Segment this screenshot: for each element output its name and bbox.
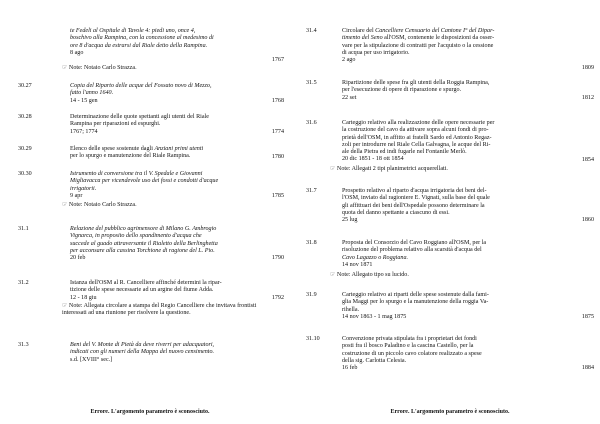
entry-line: ale della Pietra ed indi fugarle nel Fontanile Merlò. <box>342 149 467 156</box>
entry-line: la costruzione del cavo da attivare sopra alcuni fondi di pro- <box>342 127 489 134</box>
entry-number: 31.9 <box>306 292 317 298</box>
entry-line: Copia del Riparto delle acque del Fossato novo di Mezzo, <box>70 83 212 89</box>
entry-date: 22 set <box>342 94 357 101</box>
entry-line: irrigatorii. <box>70 185 97 192</box>
pointing-hand-icon: ☞ <box>330 166 336 172</box>
entry-year: 1792 <box>271 295 284 301</box>
entry-line: succede al guado attraversante il Rialetto della Berlinghetta <box>70 240 218 247</box>
entry-number: 31.4 <box>306 28 317 34</box>
entry-year: 1767 <box>271 57 284 63</box>
entry-line: Cavo Lagazzo o Roggiana. <box>342 254 409 261</box>
entry-line: Convenzione privata stipulata fra i proprietari dei fondi <box>342 336 477 342</box>
entry-line: l'OSM, inviato dal ragioniere E. Vignati, sulla base del quale <box>342 195 490 202</box>
entry-line: timento del Seno all'OSM, contenente le disposizioni da osser- <box>342 35 495 42</box>
entry-number: 31.2 <box>18 280 29 286</box>
entry-line: per l'esecuzione di opere di riparazione e spurgo. <box>342 87 462 94</box>
entry-year: 1809 <box>581 65 594 71</box>
entry-note: ☞ Note: Notaio Carlo Strazza. <box>62 65 137 71</box>
entry-year: 1860 <box>581 217 594 223</box>
entry-line: Beni del V. Monte di Pietà da deve riverri per adacquatori, <box>70 342 215 348</box>
right-page <box>300 0 600 424</box>
entry-number: 31.6 <box>306 120 317 126</box>
entry-line: quota del danno spettante a ciascuno di essi. <box>342 209 450 216</box>
entry-line: fatto l'anno 1640. <box>70 90 114 97</box>
entry-line: Istrumento di conversione tra il V. Spedale e Giovanni <box>70 171 203 177</box>
entry-line: Elenco delle spese sostenute dagli Anziani primi utenti <box>70 146 204 152</box>
entry-date: 1767; 1774 <box>70 128 98 135</box>
entry-line: della sig. Carlotta Celesia. <box>342 357 407 364</box>
entry-line: per lo spurgo e manutenzione del Riale Rampina. <box>70 153 191 160</box>
entry-number: 31.8 <box>306 240 317 246</box>
entry-date: 14 nov 1871 <box>342 261 373 268</box>
entry-line: Ripartizione delle spese fra gli utenti della Roggia Rampina, <box>342 80 490 86</box>
pointing-hand-icon: ☞ <box>62 202 68 208</box>
entry-year: 1780 <box>271 154 284 160</box>
entry-continuation <box>18 28 284 71</box>
entry-line: Istanza dell'OSM al R. Cancelliere affinché determini la ripar- <box>70 280 222 286</box>
entry-number: 30.29 <box>18 146 32 152</box>
entry-year: 1854 <box>581 157 594 163</box>
entry-year: 1785 <box>271 193 284 199</box>
entry-line: Prospetto relativo al riparto d'acqua irrigatoria dei beni del- <box>342 188 487 194</box>
entry-date: 20 dic 1851 - 18 ott 1854 <box>342 156 404 163</box>
entry-line: Determinazione delle quote spettanti agli utenti del Riale <box>70 114 209 120</box>
entry-line: indicati con gli numeri della Mappa del nuovo censimento. <box>70 349 215 356</box>
entry-line: rihella. <box>342 306 360 313</box>
entry-date: 8 ago <box>70 49 84 56</box>
entry-date: 12 - 18 giu <box>70 294 97 301</box>
entry-line: zoli per introdurre nel Riale Cella Galvagna, le acque del Ri- <box>342 141 491 148</box>
entry-date: 14 - 15 gen <box>70 97 98 104</box>
entry-line: Circolare del Cancelliere Censuario del Cantone I° del Dipar- <box>342 28 495 34</box>
entry-line: per acconsare alla cassina Torchione di ragione del L. Pio. <box>70 247 215 254</box>
entry-year: 1768 <box>271 98 284 104</box>
entry-year: 1812 <box>581 95 594 101</box>
entry-date: 14 nov 1863 - 1 mag 1875 <box>342 313 407 320</box>
entry-number: 30.27 <box>18 83 32 89</box>
entry-line: prietà dell'OSM, in affitto ai fratelli Sardo ed Antonio Regaz- <box>342 134 492 141</box>
entry-note: ☞ Note: Allegati 2 tipi planimetrici acquerellati. <box>330 166 448 172</box>
entry-year: 1884 <box>581 365 594 371</box>
entry-line: Carteggio relativo alla realizzazione delle opere necessarie per <box>342 120 495 126</box>
entry-note: ☞ Note: Notaio Carlo Strazza. <box>62 202 137 208</box>
entry-date: s.d. [XVIII° sec.] <box>70 356 113 363</box>
entry-number: 30.30 <box>18 171 32 177</box>
entry-date: 16 feb <box>342 365 358 372</box>
entry-line: tizione delle spese necessarie ad un argine del fiume Adda. <box>70 287 214 294</box>
entry-line: Carteggio relativo ai riparti delle spese sostenute dalla fami- <box>342 292 489 298</box>
entry-line: Proposta del Consorzio del Cavo Roggiano all'OSM, per la <box>342 240 487 246</box>
entry-number: 30.28 <box>18 114 32 120</box>
entry-line: te Fedeli al Ospitale di Tavole 4: piedi uno, once 4, <box>70 28 196 34</box>
entry-line: vare per la stipulazione di contratti per l'acquisto o la cessione <box>342 42 494 49</box>
entry-line: costruzione di un piccolo cavo colatore realizzato a spese <box>342 350 482 357</box>
pointing-hand-icon: ☞ <box>62 303 68 309</box>
entry-number: 31.7 <box>306 188 317 194</box>
entry-year: 1875 <box>581 314 594 320</box>
entry-date: 25 lug <box>342 217 358 224</box>
entry-date: 20 feb <box>70 255 86 262</box>
entry-year: 1774 <box>271 129 284 135</box>
page-footer: Errore. L'argomento parametro è sconosciuto. <box>90 408 210 415</box>
entry-date: 9 apr <box>70 192 83 199</box>
pointing-hand-icon: ☞ <box>62 65 68 71</box>
entry-line: di acqua per uso irrigatorio. <box>342 49 410 56</box>
entry-number: 31.1 <box>18 226 29 232</box>
entry-line: Rampina per riparazioni ed espurghi. <box>70 121 161 128</box>
entry-number: 31.10 <box>306 336 320 342</box>
entry-line: glia Maggi per lo spurgo e la manutenzione della roggia Va- <box>342 299 489 306</box>
entry-number: 31.3 <box>18 342 29 348</box>
page-footer: Errore. L'argomento parametro è sconosciuto. <box>390 408 510 415</box>
entry-note: ☞ Note: Allegata circolare a stampa del Regio Cancelliere che invitava frontisti interessati ad una riunione per risolvere la questione. <box>62 303 257 317</box>
entry-year: 1790 <box>271 255 284 261</box>
entry-line: boschivo alla Rampina, con la concessione al medesimo di <box>70 35 214 42</box>
pointing-hand-icon: ☞ <box>330 272 336 278</box>
entry-line: risoluzione del problema relativo alla scarsità d'acqua del <box>342 247 482 254</box>
entry-line: Relazione del pubblico agrimensore di Milano G. Ambrogio <box>70 226 217 232</box>
entry-line: gli affittuari dei beni dell'Ospedale possono determinare la <box>342 202 485 209</box>
entry-line: Vignarca, in proposito dello spandimento d'acqua che <box>70 233 202 240</box>
entry-line: Migliavacca per vicendevole uso dei fossi e condotti d'acque <box>70 178 219 185</box>
entry-note: ☞ Note: Allegato tipo su lucido. <box>330 272 409 278</box>
entry-date: 2 ago <box>342 57 356 64</box>
entry-line: posti fra il bosco Paladino e la cascina Castello, per la <box>342 343 474 350</box>
entry-number: 31.5 <box>306 80 317 86</box>
entry-line: ore 8 d'acqua da estrarsi dal Riale detto della Rampina. <box>70 42 208 49</box>
